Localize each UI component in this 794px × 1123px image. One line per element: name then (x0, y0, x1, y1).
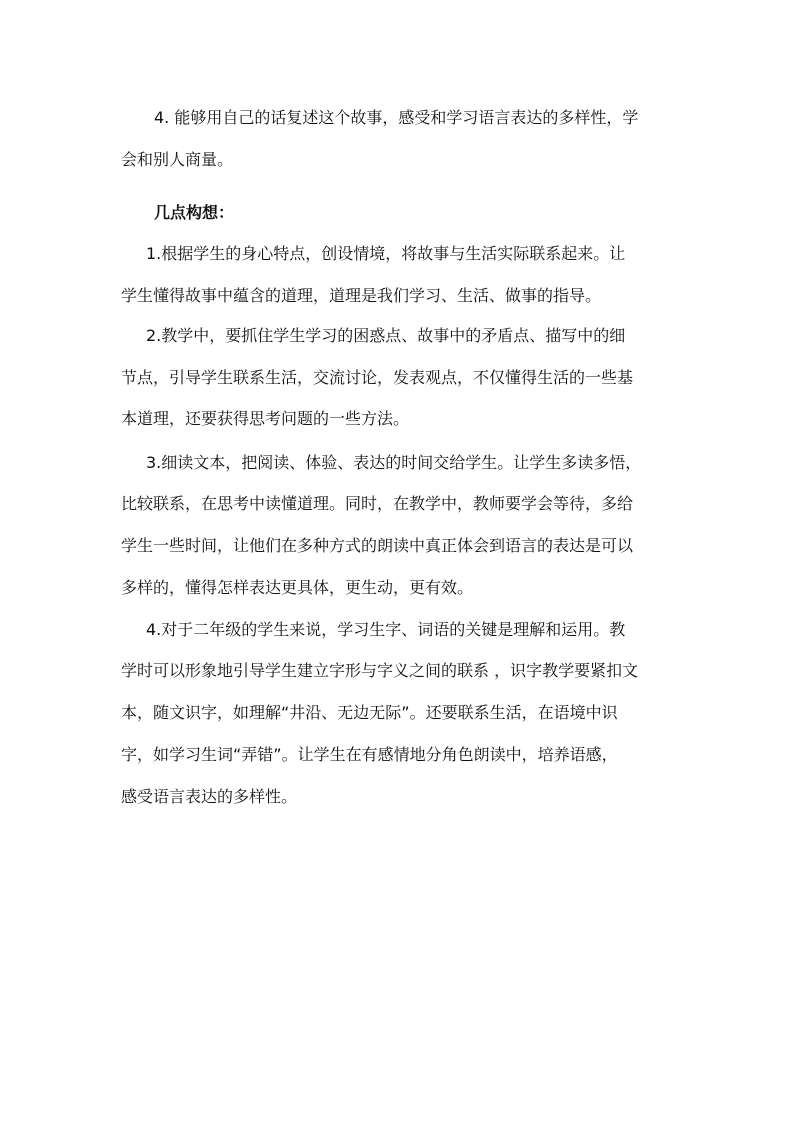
paragraph-1-line-1: 4. 能够用自己的话复述这个故事，感受和学习语言表达的多样性，学 (154, 108, 639, 127)
paragraph-4-line-2: 比较联系，在思考中读懂道理。同时，在教学中，教师要学会等待，多给 (121, 494, 634, 513)
paragraph-5-line-3: 本，随文识字，如理解“井沿、无边无际”。还要联系生活，在语境中识 (121, 703, 618, 722)
paragraph-5-line-5: 感受语言表达的多样性。 (121, 787, 298, 806)
paragraph-3-line-3: 本道理，还要获得思考问题的一些方法。 (121, 409, 410, 428)
paragraph-4-line-3: 学生一些时间，让他们在多种方式的朗读中真正体会到语言的表达是可以 (121, 536, 634, 555)
paragraph-3-line-1: 2.教学中，要抓住学生学习的困惑点、故事中的矛盾点、描写中的细 (146, 326, 626, 345)
paragraph-3-line-2: 节点，引导学生联系生活，交流讨论，发表观点，不仅懂得生活的一些基 (121, 368, 634, 387)
paragraph-4-line-4: 多样的，懂得怎样表达更具体，更生动，更有效。 (121, 578, 474, 597)
section-heading: 几点构想： (154, 203, 235, 222)
paragraph-5-line-4: 字，如学习生词“弄错”。让学生在有感情地分角色朗读中，培养语感， (121, 745, 618, 764)
paragraph-5-line-2: 学时可以形象地引导学生建立字形与字义之间的联系 ，识字教学要紧扣文 (121, 661, 639, 680)
paragraph-2-line-1: 1.根据学生的身心特点，创设情境，将故事与生活实际联系起来。让 (146, 244, 626, 263)
paragraph-1-line-2: 会和别人商量。 (121, 150, 234, 169)
paragraph-4-line-1: 3.细读文本，把阅读、体验、表达的时间交给学生。让学生多读多悟， (146, 453, 642, 472)
paragraph-2-line-2: 学生懂得故事中蕴含的道理，道理是我们学习、生活、做事的指导。 (121, 286, 602, 305)
paragraph-5-line-1: 4.对于二年级的学生来说，学习生字、词语的关键是理解和运用。教 (146, 620, 626, 639)
